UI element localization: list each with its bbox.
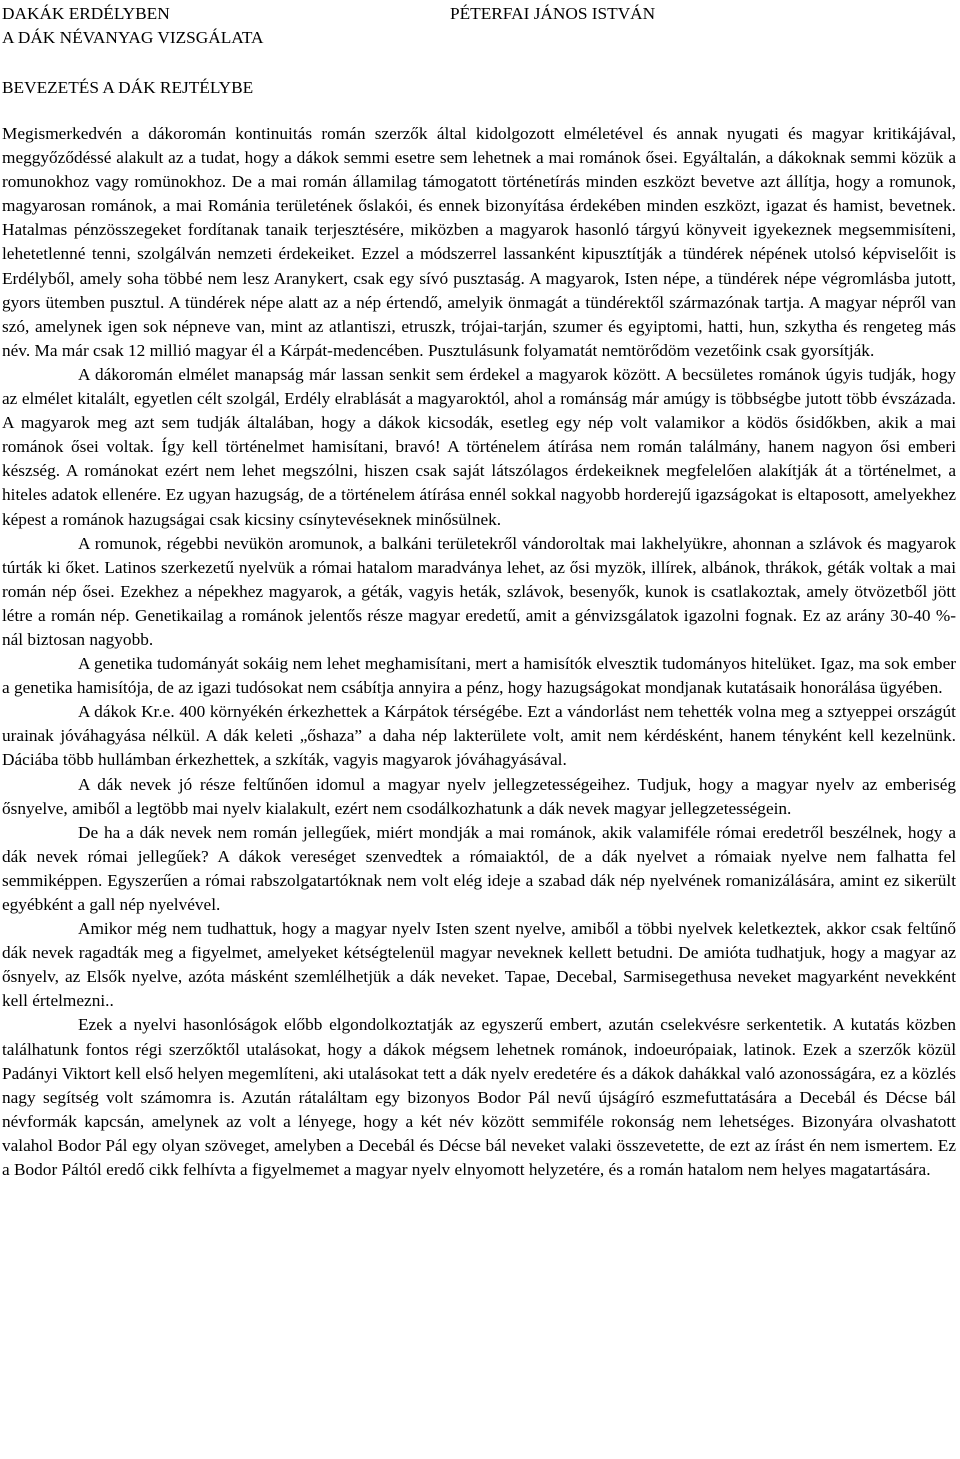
paragraph: A romunok, régebbi nevükön aromunok, a balkáni területekről vándoroltak mai lakhelyükre, ahonnan a szlávok és magyarok túrták ki őket. Latinos szerkezetű nyelvük a római hatalom maradványa lehet, az ősi myzök, illírek, albánok, thrákok, géták voltak a mai román nép ősei. Ezekhez a népekhez magyarok, a géták, vagyis heták, szlávok, besenyők, kunok is csatlakoztak, amely ötvözetből jött létre a román nép. Genetikailag a románok jelentős része magyar eredetű, amit a génvizsgálatok igazolni fognak. Ez az arány 30-40 %-nál biztosan nagyobb. — [2, 533, 956, 649]
document-title — [2, 2, 264, 50]
document-header — [2, 2, 956, 52]
section-title: BEVEZETÉS A DÁK REJTÉLYBE — [2, 78, 254, 97]
paragraph: A dákoromán elmélet manapság már lassan senkit sem érdekel a magyarok között. A becsületes románok úgyis tudják, hogy az elmélet kitalált, egyetlen célt szolgál, Erdély elrablását a magyaroktól, ahol a románság már amúgy is többségbe jutott több évszázada. A magyarok meg azt sem tudják általában, hogy a dákok kicsodák, esetleg egy nép volt valamikor a ködös ősidőkben, akik a mai románok ősei voltak. Így kell történelmet hamisítani, bravó! A történelem átírása nem román találmány, hanem nagyon ősi emberi készség. A románokat ezért nem lehet megszólni, hiszen csak saját látszólagos érdekeiknek megfelelően alakítják át a történelmet, a hiteles adatok ellenére. Ez ugyan hazugság, de a történelem átírása ennél sokkal nagyobb horderejű igazságokat is eltaposott, amelyekhez képest a románok hazugságai csak kicsiny csínytevéseknek minősülnek. — [2, 364, 956, 529]
paragraph: A dák nevek jó része feltűnően idomul a magyar nyelv jellegzetességeihez. Tudjuk, hogy a magyar nyelv az emberiség ősnyelve, amiből a legtöbb mai nyelv kialakult, ezért nem csodálkozhatunk a dák nevek magyar jellegzetességein. — [2, 774, 956, 818]
title-line-1: DAKÁK ERDÉLYBEN — [2, 4, 170, 23]
paragraph: Ezek a nyelvi hasonlóságok előbb elgondolkoztatják az egyszerű embert, azután cselekvésre serkentetik. A kutatás közben találhatunk fontos régi szerzőktől utalásokat, hogy a dákok mégsem lehetnek románok, indoeurópaiak, latinok. Ezek a szerzők közül Padányi Viktort kell első helyen megemlíteni, aki utalásokat tett a dák nyelv eredetére és a dákok dahákkal való azonosságára, ez a közlés nagy segítség volt számomra is. Azután rátaláltam egy bizonyos Bodor Pál nevű újságíró eszmefuttatására a Decebál és Décse bál névformák kapcsán, amelynek az volt a lényege, hogy a két név között semmiféle rokonság nem lehetséges. Bizonyára olvashatott valahol Bodor Pál egy olyan szöveget, amelyben a Decebál és Décse bál neveket valaki összevetette, de ezt az írást én nem ismertem. Ez a Bodor Páltól eredő cikk felhívta a figyelmemet a magyar nyelv elnyomott helyzetére, és a román hatalom nem helyes magatartására. — [2, 1015, 956, 1180]
paragraph: A dákok Kr.e. 400 környékén érkezhettek a Kárpátok térségébe. Ezt a vándorlást nem tehették volna meg a sztyeppei országút urainak jóváhagyása nélkül. A dák keleti „őshaza” a daha nép lakterülete volt, amit nem kérdésként, hanem tényként kell kezelnünk. Dáciába több hullámban érkezhettek, a szkíták, vagyis magyarok jóváhagyásával. — [2, 702, 956, 770]
author-name: PÉTERFAI JÁNOS ISTVÁN — [450, 4, 656, 23]
paragraph: De ha a dák nevek nem román jellegűek, miért mondják a mai románok, akik valamiféle római eredetről beszélnek, hogy a dák nevek római jellegűek? A dákok vereséget szenvedtek a rómaiaktól, de a dák nyelvet a rómaiak nyelve nem falhatta fel semmiképpen. Egyszerűen a római rabszolgatartóknak nem volt elég ideje a szabad dák nép nyelvének romanizálására, amint ez sikerült egyébként a gall nép nyelvével. — [2, 822, 956, 914]
paragraph: Amikor még nem tudhattuk, hogy a magyar nyelv Isten szent nyelve, amiből a többi nyelvek keletkeztek, akkor csak feltűnő dák nevek ragadták meg a figyelmet, amelyeket kétségtelenül magyar neveknek kellett betudni. De amióta tudhatjuk, hogy a magyar az ősnyelv, az Elsők nyelve, azóta másként szemlélhetjük a dák neveket. Tapae, Decebal, Sarmisegethusa neveket magyarként nevekként kell értelmezni.. — [2, 919, 956, 1011]
title-line-2: A DÁK NÉVANYAG VIZSGÁLATA — [2, 28, 264, 47]
document-body — [2, 122, 956, 1182]
paragraph: A genetika tudományát sokáig nem lehet meghamisítani, mert a hamisítók elvesztik tudományos hitelüket. Igaz, ma sok ember a genetika hamisítója, de az igazi tudósokat nem csábítja annyira a pénz, hogy hazugságokat mondjanak kutatásaik honorálása ügyében. — [2, 654, 956, 698]
paragraph: Megismerkedvén a dákoromán kontinuitás román szerzők által kidolgozott elméletével és annak nyugati és magyar kritikájával, meggyőződéssé alakult az a tudat, hogy a dákok semmi esetre sem lehetnek a mai románok ősei. Egyáltalán, a dákoknak semmi közük a romunokhoz vagy romünokhoz. De a mai román államilag támogatott történetírás minden eszközt bevetve azt állítja, hogy a romunok, magyarosan románok, a mai Románia területének őslakói, és ennek bizonyítása érdekében minden eszközt, igazat és hamist, bevetnek. Hatalmas pénzösszegeket fordítanak tanaik terjesztésére, miközben a magyarok hasonló tárgyú könyveit igyekeznek megsemmisíteni, lehetetlenné tenni, szolgálván nemzeti érdekeiket. Ezzel a módszerrel lassanként kipusztítják a tündérek népének utolsó képviselőit is Erdélyből, amely soha többé nem lesz Aranykert, csak egy sívó pusztaság. A magyarok, Isten népe, a tündérek népe végromlásba jutott, gyors ütemben pusztul. A tündérek népe alatt az a nép értendő, amelyik önmagát a tündérektől származónak tartja. A magyar népről van szó, amelynek igen sok népneve van, mint az atlantiszi, etruszk, trójai-tarján, szumer és egyiptomi, hatti, hun, szkytha és rengeteg más név. Ma már csak 12 millió magyar él a Kárpát-medencében. Pusztulásunk folyamatát nemtörődöm vezetőink csak gyorsítják. — [2, 124, 956, 360]
